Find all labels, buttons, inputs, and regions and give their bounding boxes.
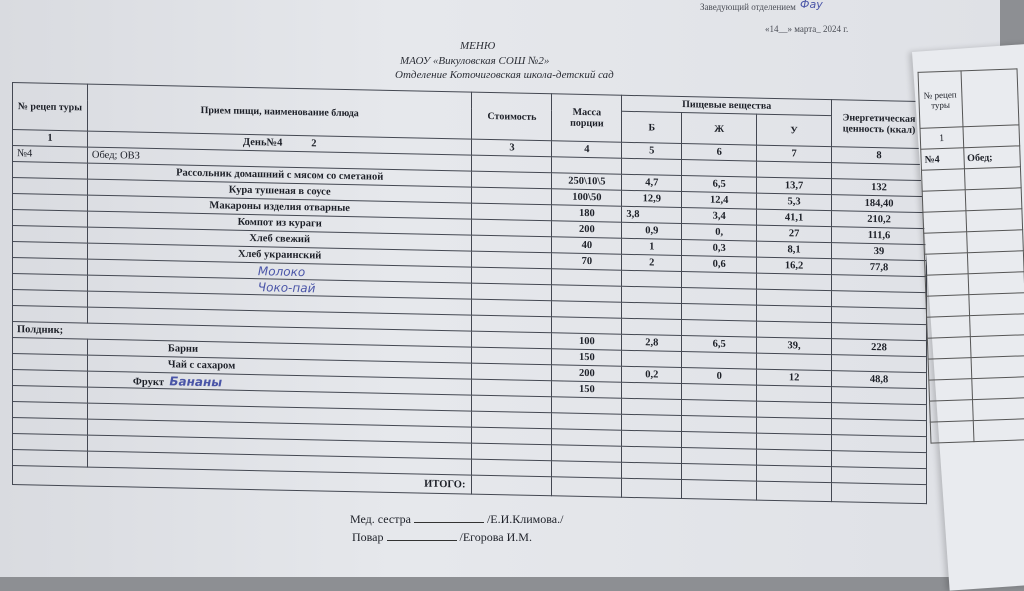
approver-label: Заведующий отделением	[700, 2, 796, 12]
dish-name: Хлеб свежий	[87, 227, 472, 251]
num-label: 2	[311, 138, 317, 150]
col-meal: Прием пищи, наименование блюда	[87, 84, 472, 139]
cook-signature-line	[352, 530, 532, 545]
dish-mass: 200	[552, 221, 622, 238]
dish-zh: 0,6	[682, 256, 757, 274]
handwritten-fruit: Бананы	[169, 373, 223, 389]
col-mass: Масса порции	[552, 94, 622, 142]
dish-kcal: 48,8	[832, 371, 927, 389]
side-num: 1	[920, 127, 963, 149]
dish-b: 3,8	[622, 206, 682, 223]
col-energy: Энергетическая ценность (ккал)	[832, 100, 927, 149]
approver-signature: Фау	[800, 0, 823, 11]
dish-u: 5,3	[757, 193, 832, 211]
dish-zh: 12,4	[682, 192, 757, 210]
snack-label: Полдник;	[13, 322, 472, 348]
col-recipe: № рецеп туры	[13, 83, 88, 132]
dish-u: 12	[757, 369, 832, 387]
num-cell: 8	[832, 147, 927, 165]
school-name: МАОУ «Викуловская СОШ №2»	[400, 55, 550, 67]
signature-blank	[414, 512, 484, 523]
day-label: День№4	[242, 136, 283, 149]
dish-name: Хлеб украинский	[87, 243, 472, 267]
lunch-label: Обед; ОВЗ	[87, 147, 472, 171]
dish-mass: 180	[552, 205, 622, 222]
signature-blank	[387, 530, 457, 541]
nurse-role: Мед. сестра	[350, 512, 411, 526]
cook-name: /Егорова И.М.	[459, 530, 532, 544]
approval-date: «14__» марта_ 2024 г.	[765, 24, 849, 34]
dish-kcal: 132	[832, 179, 927, 197]
dish-name: Барни	[87, 339, 472, 363]
dish-u: 41,1	[757, 209, 832, 227]
col-nutrients: Пищевые вещества	[622, 95, 832, 115]
dish-mass: 150	[552, 349, 622, 366]
num-cell: 5	[622, 142, 682, 159]
side-row: №4	[921, 148, 964, 170]
dish-name: Чай с сахаром	[87, 355, 472, 379]
dish-mass: 100\50	[552, 189, 622, 206]
department-name: Отделение Коточиговская школа-детский сад	[395, 69, 614, 81]
col-zh: Ж	[682, 113, 757, 146]
num-cell: 6	[682, 144, 757, 162]
dish-zh: 0	[682, 368, 757, 386]
dish-zh: 3,4	[682, 208, 757, 226]
menu-table	[12, 82, 927, 504]
dish-u: 27	[757, 225, 832, 243]
snack-u: 39,	[757, 337, 832, 355]
dish-name: Компот из кураги	[87, 211, 472, 235]
dish-mass: 250\10\5	[552, 173, 622, 190]
dish-kcal: 111,6	[832, 227, 927, 245]
dish-mass: 40	[552, 237, 622, 254]
dish-mass: 70	[552, 253, 622, 270]
dish-kcal: 210,2	[832, 211, 927, 229]
col-cost: Стоимость	[472, 92, 552, 141]
dish-kcal: 184,40	[832, 195, 927, 213]
dish-name: Кура тушеная в соусе	[87, 179, 472, 203]
dish-u: 16,2	[757, 257, 832, 275]
dish-b: 0,9	[622, 222, 682, 239]
num-cell: 1	[13, 130, 88, 148]
handwritten-item: Молоко	[257, 263, 306, 279]
dish-name: Рассольник домашний с мясом со сметаной	[87, 163, 472, 187]
num-cell: 3	[472, 139, 552, 157]
dish-zh: 6,5	[682, 176, 757, 194]
snack-b: 2,8	[622, 334, 682, 351]
cook-role: Повар	[352, 530, 384, 544]
dish-zh: 0,3	[682, 240, 757, 258]
snack-zh: 6,5	[682, 336, 757, 354]
header-row	[13, 83, 927, 118]
lunch-recipe: №4	[13, 146, 88, 164]
snack-mass: 100	[552, 333, 622, 350]
dish-zh: 0,	[682, 224, 757, 242]
dish-b: 1	[622, 238, 682, 255]
dish-name: Макароны изделия отварные	[87, 195, 472, 219]
handwritten-item: Чоко-пай	[257, 279, 316, 295]
total-label: ИТОГО:	[13, 466, 472, 495]
dish-b: 4,7	[622, 174, 682, 191]
dish-mass: 150	[552, 381, 622, 398]
menu-title: МЕНЮ	[460, 40, 496, 52]
side-label: Обед;	[963, 146, 1020, 169]
num-cell: 4	[552, 141, 622, 158]
dish-mass: 200	[552, 365, 622, 382]
col-b: Б	[622, 111, 682, 143]
nurse-name: /Е.И.Климова./	[486, 512, 564, 526]
num-cell: 7	[757, 145, 832, 163]
dish-b: 12,9	[622, 190, 682, 207]
side-recipe-header: № рецеп туры	[918, 71, 963, 128]
dish-u: 13,7	[757, 177, 832, 195]
dish-kcal: 39	[832, 243, 927, 261]
dish-u: 8,1	[757, 241, 832, 259]
col-u: У	[757, 114, 832, 147]
adjacent-sheet-table	[918, 68, 1024, 443]
dish-kcal: 77,8	[832, 259, 927, 277]
nurse-signature-line	[350, 512, 563, 527]
dish-b: 0,2	[622, 366, 682, 383]
fruit-label: Фрукт	[132, 376, 165, 388]
snack-kcal: 228	[832, 339, 927, 357]
dish-b: 2	[622, 254, 682, 271]
